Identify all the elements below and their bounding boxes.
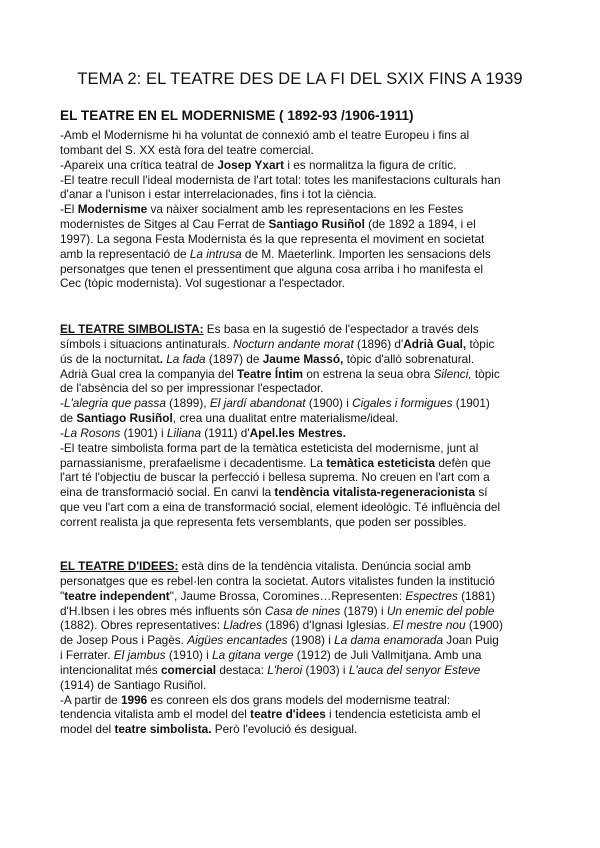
text-span: -Apareix una crítica teatral de [60,157,218,172]
text-span: Espectres [405,588,458,603]
text-line [60,262,540,277]
text-span: -El [60,202,78,217]
text-line [60,143,540,158]
text-span: Però l'evolució és desigual. [211,722,358,737]
text-span: Joan Puig [443,633,499,648]
text-span: tombant del S. XX està fora del teatre comercial. [60,142,314,157]
text-span: (1900) i [305,396,353,411]
subsection-heading: EL TEATRE SIMBOLISTA: [60,322,204,336]
text-span: -El teatre simbolista forma part de la temàtica esteticista del modernisme, junt al [60,440,479,455]
text-span: on estrena la seua obra [303,366,434,381]
text-span: (1901) [452,396,490,411]
text-span: ús de la nocturnitat [60,351,160,366]
text-span: que veu l'art com a eina de transformació social, element ideològic. Té influència del [60,500,501,515]
text-span: de l'absència del so per impressionar l'espectador. [60,381,324,396]
text-span: - [60,425,64,440]
paragraph-teatre-idees [60,559,540,737]
text-line [60,396,540,411]
text-span: Santiago Rusiñol [76,411,173,426]
text-span: (1911) d' [201,425,250,440]
text-span: amb la representació de [60,246,190,261]
text-span: (1882). Obres representatives: [60,618,224,633]
text-line [60,426,540,441]
text-line [60,456,540,471]
text-line [60,232,540,247]
text-span: de M. Maeterlink. Importen les sensacions dels [241,246,491,261]
text-span: modernistes de Sitges al Cau Ferrat de [60,217,269,232]
text-span: Casa de nines [264,603,341,618]
text-span: -A partir de [60,692,121,707]
text-line [60,337,540,352]
text-line [60,707,540,722]
text-span: Santiago Rusiñol [268,217,365,232]
text-span: va nàixer socialment amb les representacions en les Festes [147,202,464,217]
text-span: Cigales i formigues [352,396,453,411]
text-span: Cec (tòpic modernista). Vol sugestionar a l'espectador. [60,276,345,291]
text-span: de Josep Pous i Pagès. [60,633,188,648]
text-span: personatges que tenen el pressentiment que alguna cosa arriba i ho manifesta el [60,261,483,276]
text-line [60,352,540,367]
text-span: teatre independent [64,588,170,603]
text-span: La dama enamorada [334,633,444,648]
text-line [60,722,540,737]
text-line [60,217,540,232]
text-span: Josep Yxart [217,157,285,172]
text-line [60,574,540,589]
text-span: L'alegria que passa [63,396,166,411]
text-line [60,367,540,382]
text-span: símbols i situacions antinaturals. [60,336,234,351]
text-span: (1879) i [340,603,387,618]
text-span: " [60,588,65,603]
text-span: - [60,396,64,411]
text-span: Adrià Gual, [403,336,467,351]
text-span: Teatre Íntim [237,366,304,381]
text-span: (1897) de [205,351,263,366]
text-line [60,633,540,648]
text-span: d'H.Ibsen i les obres més influents són [60,603,265,618]
text-line [60,247,540,262]
text-span: tòpic d'allò sobrenatural. [343,351,475,366]
text-line [60,648,540,663]
text-span: -El teatre recull l'ideal modernista de l'art total: totes les manifestacions culturals han [60,172,501,187]
text-span: i es normalitza la figura de crític. [284,157,457,172]
text-span: comercial [160,662,217,677]
text-span: (1896) d' [353,336,404,351]
paragraph-modernisme [60,128,540,291]
text-span: (1912) de Juli Vallmitjana. Amb una [293,648,482,663]
text-line [60,322,540,337]
text-span: (1901) i [120,425,167,440]
text-span: , crea una dualitat entre materialisme/ideal. [172,411,399,426]
text-span: l'art té l'objectiu de buscar la perfecció i bellesa suprema. No creuen en l'art com a [60,470,490,485]
text-span: intencionalitat més [60,662,161,677]
text-span: està dins de la tendència vitalista. Denúncia social amb [178,559,471,573]
text-span: es conreen els dos grans models del modernisme teatral: [147,692,451,707]
text-span: . [159,351,163,366]
text-line [60,500,540,515]
text-span: ", Jaume Brossa, Coromines…Representen: [169,588,406,603]
text-line [60,618,540,633]
text-span: 1996 [120,692,148,707]
text-line [60,589,540,604]
section-heading: EL TEATRE EN EL MODERNISME ( 1892-93 /1906-1911) [60,108,414,123]
text-span: El jambus [113,648,166,663]
text-span: tendència vitalista-regeneracionista [274,485,476,500]
text-span: Un enemic del poble [386,603,495,618]
text-line [60,470,540,485]
text-span: L'auca del senyor Esteve [348,662,481,677]
page-title: TEMA 2: EL TEATRE DES DE LA FI DEL SXIX FINS A 1939 [77,70,523,88]
text-span: La fada [166,351,206,366]
text-line [60,485,540,500]
text-span: (1914) de Santiago Rusiñol. [60,677,207,692]
text-span: Aigües encantades [187,633,288,648]
text-span: La intrusa [189,246,242,261]
text-span: tòpic [471,366,500,381]
text-span: Nocturn andante morat [233,336,354,351]
text-span: El jardí abandonat [209,396,306,411]
text-line [60,663,540,678]
text-span: L'heroi [267,662,303,677]
text-span: (1899), [165,396,210,411]
text-span: parnassianisme, prerafaelisme i decadentisme. La [60,455,327,470]
text-span: La Rosons [63,425,121,440]
text-span: Adrià Gual crea la companyia del [60,366,238,381]
text-span: Modernisme [77,202,148,217]
text-span: teatre d'idees [250,707,326,722]
text-span: Es basa en la sugestió de l'espectador a través dels [203,322,479,336]
text-line [60,693,540,708]
text-span: i tendencia esteticista amb el [325,707,481,722]
text-span: defèn que [435,455,491,470]
text-span: eina de transformació social. En canvi la [60,485,275,500]
text-span: -Amb el Modernisme hi ha voluntat de connexió amb el teatre Europeu i fins al [60,128,470,142]
text-line [60,559,540,574]
text-span: sí [475,485,488,500]
text-span: (1900) [465,618,503,633]
text-span: tendencia vitalista amb el model del [60,707,251,722]
text-line [60,441,540,456]
text-span: personatges que es rebel·len contra la societat. Autors vitalistes funden la institució [60,573,495,588]
text-line [60,411,540,426]
text-line [60,678,540,693]
text-span: Silenci, [433,366,472,381]
text-span: (1903) i [302,662,349,677]
text-span: (1896) d'Ignasi Iglesias. [261,618,393,633]
text-line [60,604,540,619]
text-line [60,158,540,173]
text-span: (1881) [457,588,496,603]
text-span: (1910) i [165,648,213,663]
text-span: d'anar a l'unison i estar interrelacionades, fins i tot la ciència. [60,187,377,202]
text-span: El mestre nou [392,618,466,633]
text-line [60,187,540,202]
text-span: teatre simbolista. [114,722,212,737]
text-span: destaca: [216,662,268,677]
text-span: Lladres [223,618,262,633]
text-span: de [60,411,77,426]
text-span: Jaume Massó, [262,351,344,366]
text-line [60,202,540,217]
text-line [60,515,540,530]
text-span: temàtica esteticista [326,455,436,470]
subsection-heading: EL TEATRE D'IDEES: [60,559,179,573]
text-line [60,128,540,143]
text-line [60,276,540,291]
text-span: model del [60,722,115,737]
text-span: (1908) i [287,633,335,648]
text-span: (de 1892 a 1894, i el [364,217,476,232]
text-span: corrent realista ja que representa fets versemblants, que poden ser possibles. [60,514,467,529]
text-span: i Ferrater. [60,648,114,663]
text-span: tòpic [466,336,495,351]
text-span: La gitana verge [212,648,294,663]
text-span: Liliana [166,425,202,440]
paragraph-teatre-simbolista [60,322,540,530]
text-line [60,173,540,188]
text-span: Apel.les Mestres. [249,425,346,440]
text-span: 1997). La segona Festa Modernista és la que representa el moviment en societat [60,231,485,246]
text-line [60,381,540,396]
